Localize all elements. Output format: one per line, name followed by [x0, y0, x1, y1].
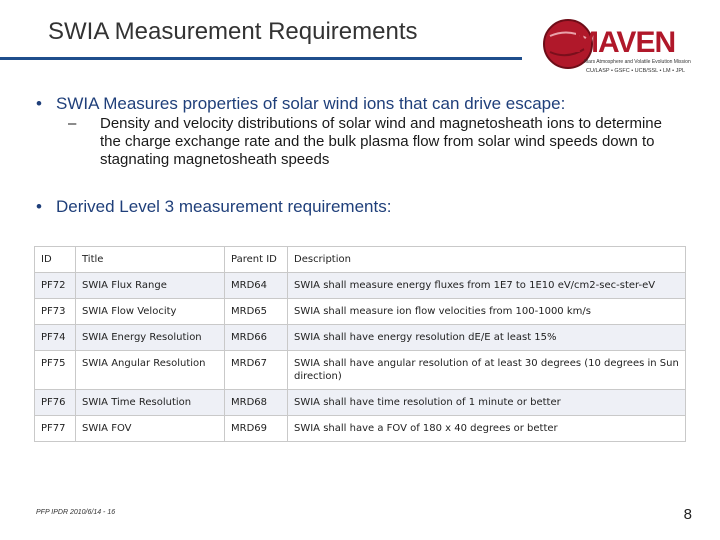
dash-marker: –: [68, 115, 77, 132]
requirements-table: [34, 246, 686, 442]
cell-id: PF77: [35, 416, 76, 442]
maven-logo: [540, 8, 710, 78]
bullet-dot: •: [36, 197, 42, 216]
page-number: 8: [683, 506, 692, 523]
header-id: ID: [35, 247, 76, 273]
table-row: [35, 325, 686, 351]
cell-title: SWIA Angular Resolution: [76, 351, 225, 390]
bullet-swia-measures: [36, 94, 565, 114]
table-row: [35, 273, 686, 299]
cell-parent-id: MRD66: [225, 325, 288, 351]
table-row: [35, 299, 686, 325]
cell-description: SWIA shall measure energy fluxes from 1E7 to 1E10 eV/cm2-sec-ster-eV: [288, 273, 686, 299]
cell-id: PF73: [35, 299, 76, 325]
cell-id: PF74: [35, 325, 76, 351]
cell-description: SWIA shall measure ion flow velocities from 100-1000 km/s: [288, 299, 686, 325]
cell-description: SWIA shall have a FOV of 180 x 40 degrees or better: [288, 416, 686, 442]
header-parent-id: Parent ID: [225, 247, 288, 273]
header-description: Description: [288, 247, 686, 273]
cell-title: SWIA Energy Resolution: [76, 325, 225, 351]
cell-id: PF72: [35, 273, 76, 299]
bullet-text: Derived Level 3 measurement requirements:: [56, 197, 392, 216]
table-header-row: [35, 247, 686, 273]
bullet-text: SWIA Measures properties of solar wind ions that can drive escape:: [56, 94, 566, 113]
svg-text:Mars Atmosphere and Volatile E: Mars Atmosphere and Volatile Evolution Mission: [584, 59, 691, 65]
cell-title: SWIA Flow Velocity: [76, 299, 225, 325]
cell-parent-id: MRD64: [225, 273, 288, 299]
svg-text:MAVEN: MAVEN: [574, 26, 676, 59]
table-row: [35, 416, 686, 442]
subbullet-density-velocity: [68, 115, 680, 169]
bullet-derived-requirements: [36, 197, 391, 217]
cell-parent-id: MRD67: [225, 351, 288, 390]
table-row: [35, 351, 686, 390]
cell-id: PF75: [35, 351, 76, 390]
cell-title: SWIA Flux Range: [76, 273, 225, 299]
svg-text:CU/LASP • GSFC • UCB/SSL • LM: CU/LASP • GSFC • UCB/SSL • LM • JPL: [586, 68, 686, 74]
cell-description: SWIA shall have time resolution of 1 minute or better: [288, 390, 686, 416]
cell-description: SWIA shall have angular resolution of at least 30 degrees (10 degrees in Sun direction): [288, 351, 686, 390]
cell-id: PF76: [35, 390, 76, 416]
slide-title: SWIA Measurement Requirements: [48, 18, 418, 45]
title-underline: [0, 57, 522, 60]
header-title: Title: [76, 247, 225, 273]
footer-text: PFP IPDR 2010/6/14 - 16: [36, 509, 116, 516]
cell-title: SWIA FOV: [76, 416, 225, 442]
cell-parent-id: MRD69: [225, 416, 288, 442]
cell-parent-id: MRD68: [225, 390, 288, 416]
table-row: [35, 390, 686, 416]
bullet-dot: •: [36, 94, 42, 113]
subbullet-text: Density and velocity distributions of solar wind and magnetosheath ions to determine the charge exchange rate and the bulk plasma flow from solar wind speeds down to stagnating magnetosheath speeds: [100, 115, 662, 168]
cell-title: SWIA Time Resolution: [76, 390, 225, 416]
cell-description: SWIA shall have energy resolution dE/E at least 15%: [288, 325, 686, 351]
cell-parent-id: MRD65: [225, 299, 288, 325]
